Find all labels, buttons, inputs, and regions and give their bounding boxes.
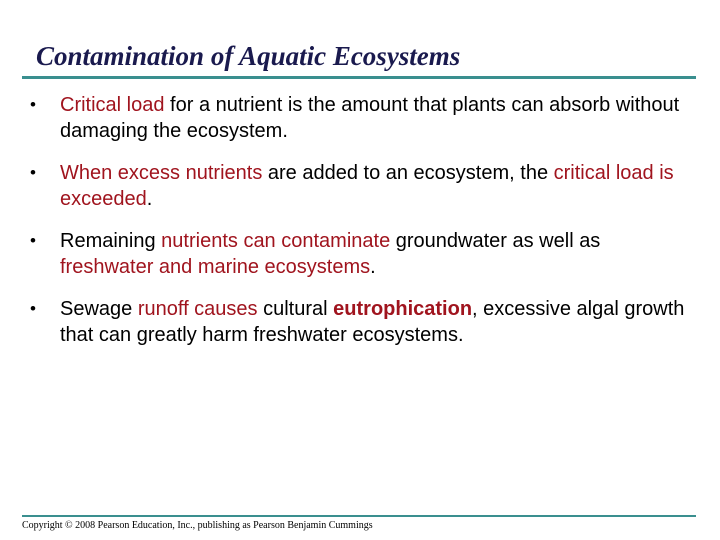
bullet-item-critical-load xyxy=(30,92,694,144)
bullet-text-segment: are added to an ecosystem, the xyxy=(262,162,554,184)
bullet-dot-icon: • xyxy=(30,231,36,250)
copyright-notice: Copyright © 2008 Pearson Education, Inc., publishing as Pearson Benjamin Cummings xyxy=(22,520,373,531)
bullet-dot-icon: • xyxy=(30,163,36,182)
bullet-text-segment: freshwater and marine ecosystems xyxy=(60,256,371,278)
bullet-text-segment: , excessive algal growth that can greatly harm freshwater ecosystems. xyxy=(60,298,685,346)
bullet-text-segment: . xyxy=(370,256,376,278)
slide-title: Contamination of Aquatic Ecosystems xyxy=(36,41,461,71)
bullet-item-excess-nutrients xyxy=(30,160,694,212)
bullet-dot-icon: • xyxy=(30,95,36,114)
bullet-list xyxy=(30,92,694,364)
bullet-text-segment: critical load is exceeded xyxy=(60,162,674,210)
bullet-text-segment-bold: eutrophication xyxy=(333,298,473,320)
title-divider xyxy=(22,76,696,79)
bullet-text-segment: runoff causes xyxy=(137,298,258,320)
bullet-text-segment: nutrients can contaminate xyxy=(161,230,391,252)
bullet-text-segment: Sewage xyxy=(60,298,138,320)
bullet-item-remaining-nutrients xyxy=(30,228,694,280)
bullet-text-segment: cultural xyxy=(257,298,334,320)
bullet-dot-icon: • xyxy=(30,299,36,318)
footer-divider xyxy=(22,515,696,517)
bullet-text-segment: . xyxy=(146,188,153,210)
bullet-item-sewage-runoff xyxy=(30,296,694,348)
bullet-text-segment: Critical load xyxy=(60,94,165,116)
bullet-text-segment: groundwater as well as xyxy=(390,230,601,252)
bullet-text-segment: Remaining xyxy=(60,230,162,252)
bullet-text-segment: When excess nutrients xyxy=(60,162,263,184)
bullet-text-segment: for a nutrient is the amount that plants can absorb without damaging the ecosystem. xyxy=(60,94,680,142)
